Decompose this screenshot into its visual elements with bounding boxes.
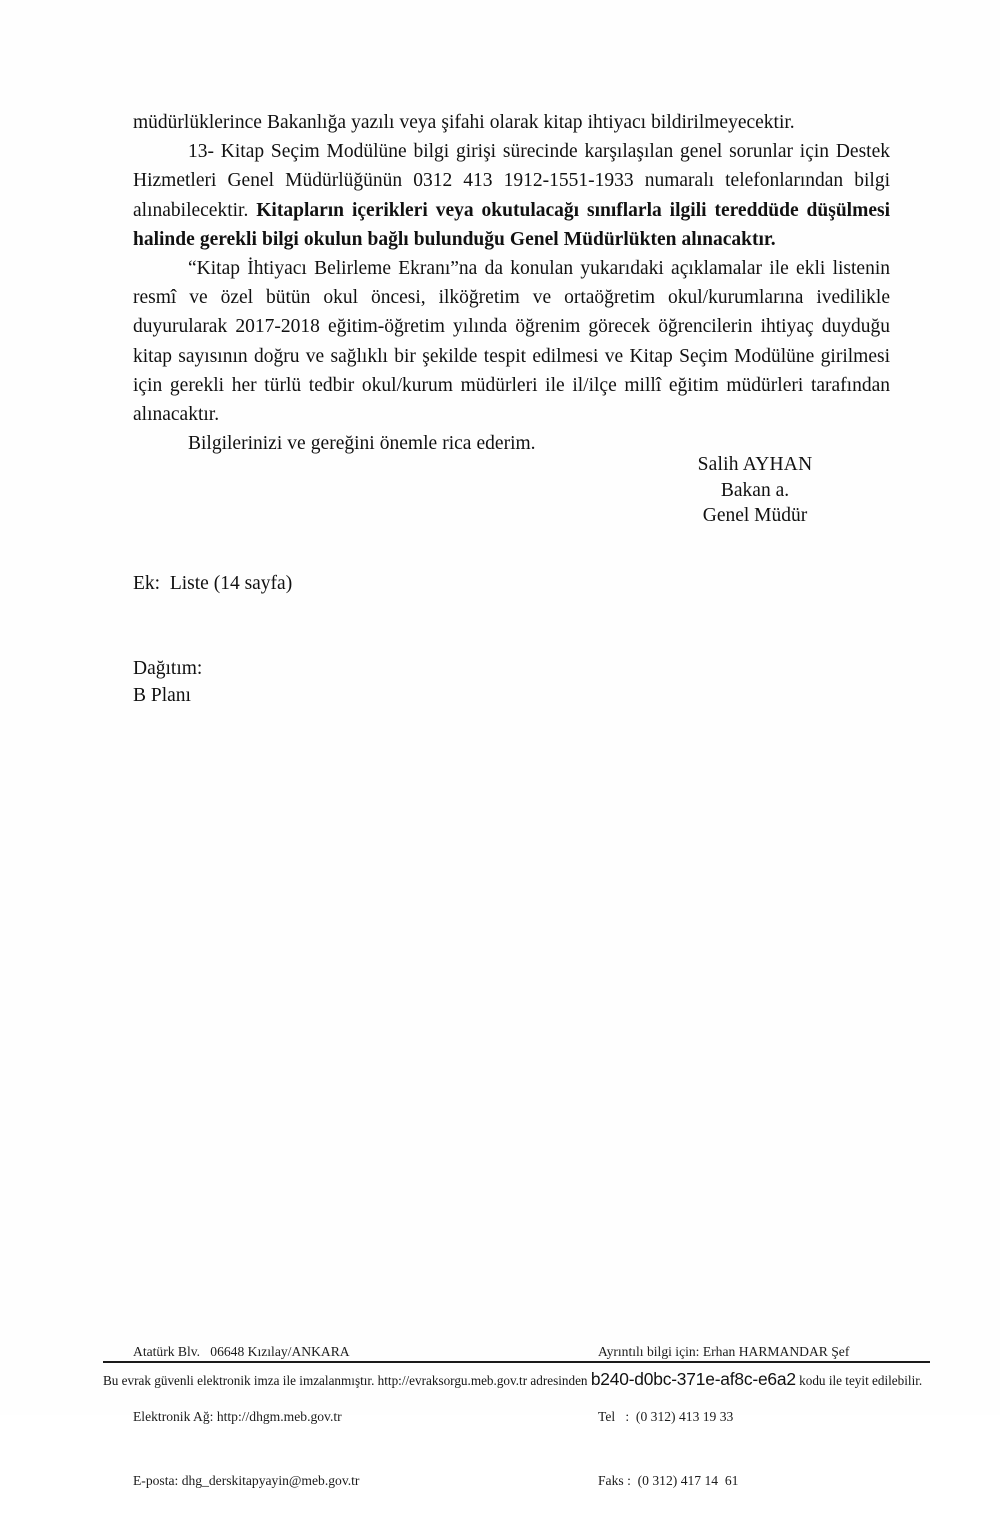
footer-divider-rule <box>103 1361 930 1363</box>
footer-website: Elektronik Ağ: http://dhgm.meb.gov.tr <box>133 1408 342 1424</box>
body-paragraph-1: müdürlüklerince Bakanlığa yazılı veya şifahi olarak kitap ihtiyacı bildirilmeyecektir. <box>133 112 795 133</box>
electronic-signature-verification <box>103 1369 933 1391</box>
signature-title: Genel Müdür <box>702 505 808 526</box>
distribution-block <box>133 655 202 709</box>
footer-contact-person: Ayrıntılı bilgi için: Erhan HARMANDAR Şef <box>598 1344 850 1359</box>
body-paragraph-3: “Kitap İhtiyacı Belirleme Ekranı”na da konulan yukarıdaki açıklamalar ile ekli listenin resmî ve özel bütün okul öncesi, ilköğretim ve ortaöğretim okul/kurumlarına ivedilikle duyurularak 2017-2018 eğitim-öğretim yılında öğrenim görecek öğrencilerin ihtiyaç duyduğu kitap sayısının doğru ve sağlıklı bir şekilde tespit edilmesi ve Kitap Seçim Modülüne girilmesi için gerekli her türlü tedbir okul/kurum müdürleri ile il/ilçe millî eğitim müdürleri tarafından alınacaktır. <box>133 258 890 426</box>
footer-right-column <box>598 1298 958 1535</box>
body-paragraph-2 <box>133 137 890 254</box>
footer-left-column <box>133 1298 563 1535</box>
verification-prefix-text: Bu evrak güvenli elektronik imza ile imzalanmıştır. http://evraksorgu.meb.gov.tr adresinden <box>103 1373 591 1388</box>
signature-on-behalf: Bakan a. <box>720 479 790 501</box>
body-paragraph-4: Bilgilerinizi ve gereğini önemle rica ederim. <box>188 433 536 455</box>
distribution-label: Dağıtım: <box>133 658 203 679</box>
verification-suffix-text: kodu ile teyit edilebilir. <box>795 1373 923 1388</box>
attachment-line: Ek: Liste (14 sayfa) <box>133 573 293 594</box>
footer-telephone: Tel : (0 312) 413 19 33 <box>598 1408 734 1424</box>
letter-body <box>133 108 890 458</box>
verification-code: b240-d0bc-371e-af8c-e6a2 <box>590 1369 796 1389</box>
footer-email: E-posta: dhg_derskitapyayin@meb.gov.tr <box>133 1473 360 1488</box>
signature-block <box>620 452 890 529</box>
footer-fax: Faks : (0 312) 417 14 61 <box>598 1473 739 1488</box>
signature-name: Salih AYHAN <box>697 454 813 475</box>
body-paragraph-2-normal: 13- Kitap Seçim Modülüne bilgi girişi sürecinde karşılaşılan genel sorunlar için Destek Hizmetleri Genel Müdürlüğünün 0312 413 1912-1551-1933 numaralı telefonlarından bilgi alınabilecektir. <box>133 141 890 221</box>
distribution-value: B Planı <box>133 685 191 706</box>
footer-address: Atatürk Blv. 06648 Kızılay/ANKARA <box>133 1344 350 1359</box>
body-paragraph-2-bold: Kitapların içerikleri veya okutulacağı sınıflarla ilgili tereddüde düşülmesi halinde gerekli bilgi okulun bağlı bulunduğu Genel Müdürlükten alınacaktır. <box>133 199 890 250</box>
